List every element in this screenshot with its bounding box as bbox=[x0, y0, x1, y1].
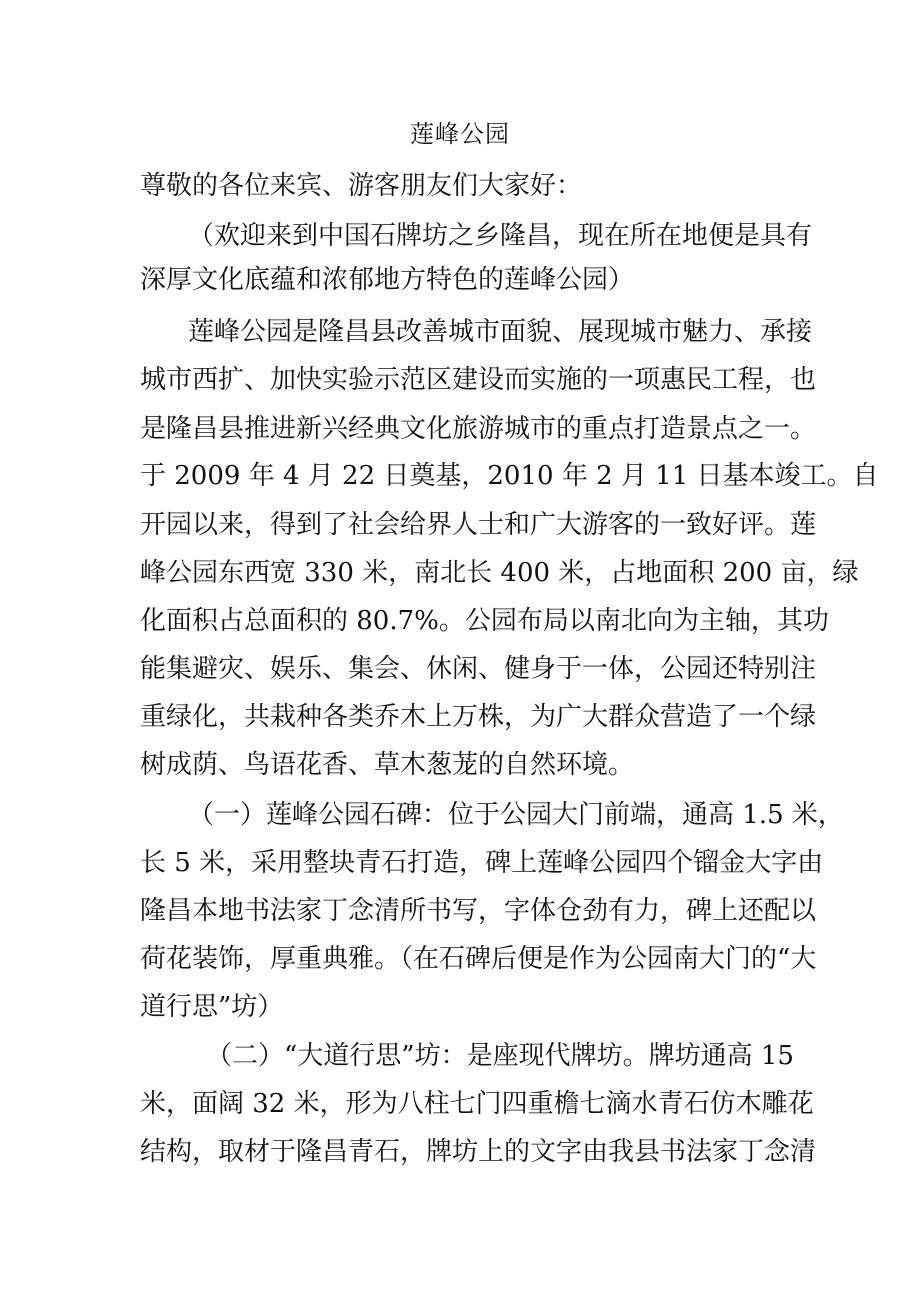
body-line: 峰公园东西宽 330 米，南北长 400 米，占地面积 200 亩，绿 bbox=[140, 558, 859, 588]
body-line: 开园以来，得到了社会给界人士和广大游客的一致好评。莲 bbox=[140, 510, 817, 540]
section-one-line: 隆昌本地书法家丁念清所书写，字体仓劲有力，碑上还配以 bbox=[140, 896, 817, 926]
section-two-line: 结构，取材于隆昌青石，牌坊上的文字由我县书法家丁念清 bbox=[140, 1137, 817, 1167]
body-line: 化面积占总面积的 80.7%。公园布局以南北向为主轴，其功 bbox=[140, 606, 829, 636]
body-line: 是隆昌县推进新兴经典文化旅游城市的重点打造景点之一。 bbox=[140, 414, 817, 444]
body-line: 莲峰公园是隆昌县改善城市面貌、展现城市魅力、承接 bbox=[188, 317, 813, 347]
greeting-line: 尊敬的各位来宾、游客朋友们大家好： bbox=[140, 171, 583, 201]
section-one-line: 长 5 米，采用整块青石打造，碑上莲峰公园四个镏金大字由 bbox=[140, 848, 824, 878]
body-line: 重绿化，共栽种各类乔木上万株，为广大群众营造了一个绿 bbox=[140, 702, 817, 732]
section-two-line: 米，面阔 32 米，形为八柱七门四重檐七滴水青石仿木雕花 bbox=[140, 1089, 814, 1119]
section-two-line: （二）“大道行思”坊：是座现代牌坊。牌坊通高 15 bbox=[206, 1041, 794, 1071]
section-one-line: 道行思”坊） bbox=[140, 992, 284, 1022]
section-one-line: （一）莲峰公园石碑：位于公园大门前端，通高 1.5 米， bbox=[188, 800, 844, 830]
body-line: 于 2009 年 4 月 22 日奠基，2010 年 2 月 11 日基本竣工。自 bbox=[140, 461, 879, 491]
intro-line: 深厚文化底蕴和浓郁地方特色的莲峰公园） bbox=[140, 265, 635, 295]
intro-line: （欢迎来到中国石牌坊之乡隆昌，现在所在地便是具有 bbox=[188, 221, 813, 251]
body-line: 能集避灾、娱乐、集会、休闲、健身于一体，公园还特别注 bbox=[140, 654, 817, 684]
body-line: 树成荫、鸟语花香、草木葱茏的自然环境。 bbox=[140, 750, 635, 780]
body-line: 城市西扩、加快实验示范区建设而实施的一项惠民工程，也 bbox=[140, 365, 817, 395]
section-one-line: 荷花装饰，厚重典雅。（在石碑后便是作为公园南大门的“大 bbox=[140, 944, 817, 974]
document-title: 莲峰公园 bbox=[410, 120, 510, 148]
